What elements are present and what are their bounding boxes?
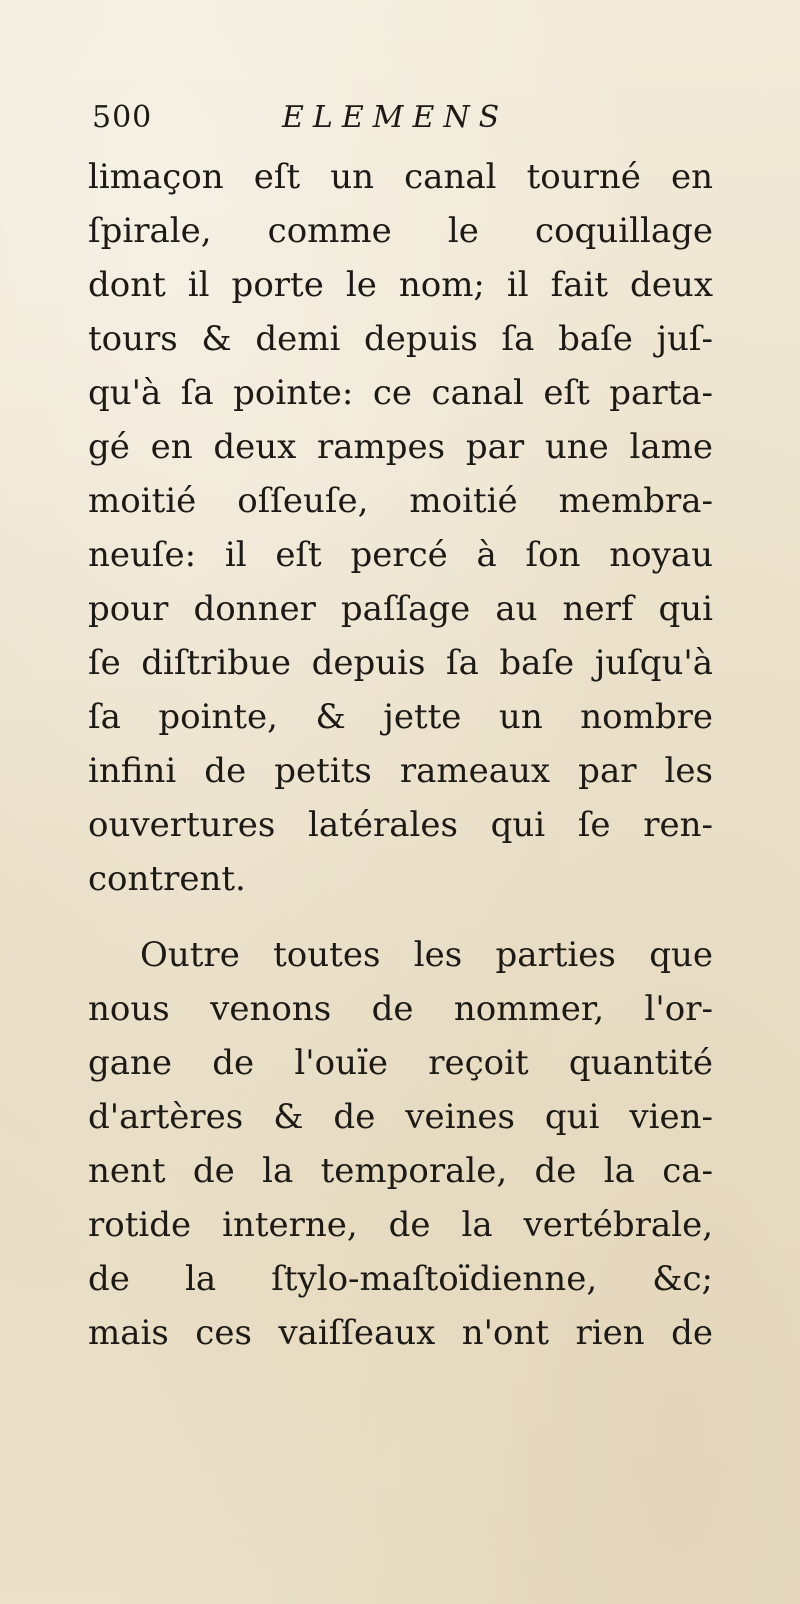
text-line: contrent. [88,859,246,899]
text-line: rotide interne, de la vertébrale, [88,1205,713,1245]
text-line: ſpirale, comme le coquillage [88,211,713,251]
text-line: ſe diſtribue depuis ſa baſe juſqu'à [88,643,713,683]
running-head [92,98,712,138]
text-line: gé en deux rampes par une lame [88,427,713,467]
text-line: nent de la temporale, de la ca- [88,1151,713,1191]
text-line: neuſe: il eſt percé à ſon noyau [88,535,713,575]
body-text [88,150,713,1360]
text-line: pour donner paſſage au nerf qui [88,589,713,629]
text-line: Outre toutes les parties que [140,935,713,975]
text-line: infini de petits rameaux par les [88,751,713,791]
text-line: gane de l'ouïe reçoit quantité [88,1043,713,1083]
paragraph-gap [88,906,713,928]
text-line: de la ſtylo-maſtoïdienne, &c; [88,1259,713,1299]
text-line: ſa pointe, & jette un nombre [88,697,713,737]
text-line: moitié oſſeuſe, moitié membra- [88,481,713,521]
text-line: nous venons de nommer, l'or- [88,989,713,1029]
text-line: d'artères & de veines qui vien- [88,1097,713,1137]
paragraph-1 [88,150,713,906]
text-line: tours & demi depuis ſa baſe juſ- [88,319,713,359]
text-line: qu'à ſa pointe: ce canal eſt parta- [88,373,713,413]
page-number: 500 [92,100,153,135]
text-line: mais ces vaiſſeaux n'ont rien de [88,1313,713,1353]
text-line: dont il porte le nom; il fait deux [88,265,713,305]
text-line: ouvertures latérales qui ſe ren- [88,805,713,845]
running-title: ELEMENS [282,100,509,135]
text-line: limaçon eſt un canal tourné en [88,157,713,197]
paragraph-2 [88,928,713,1360]
